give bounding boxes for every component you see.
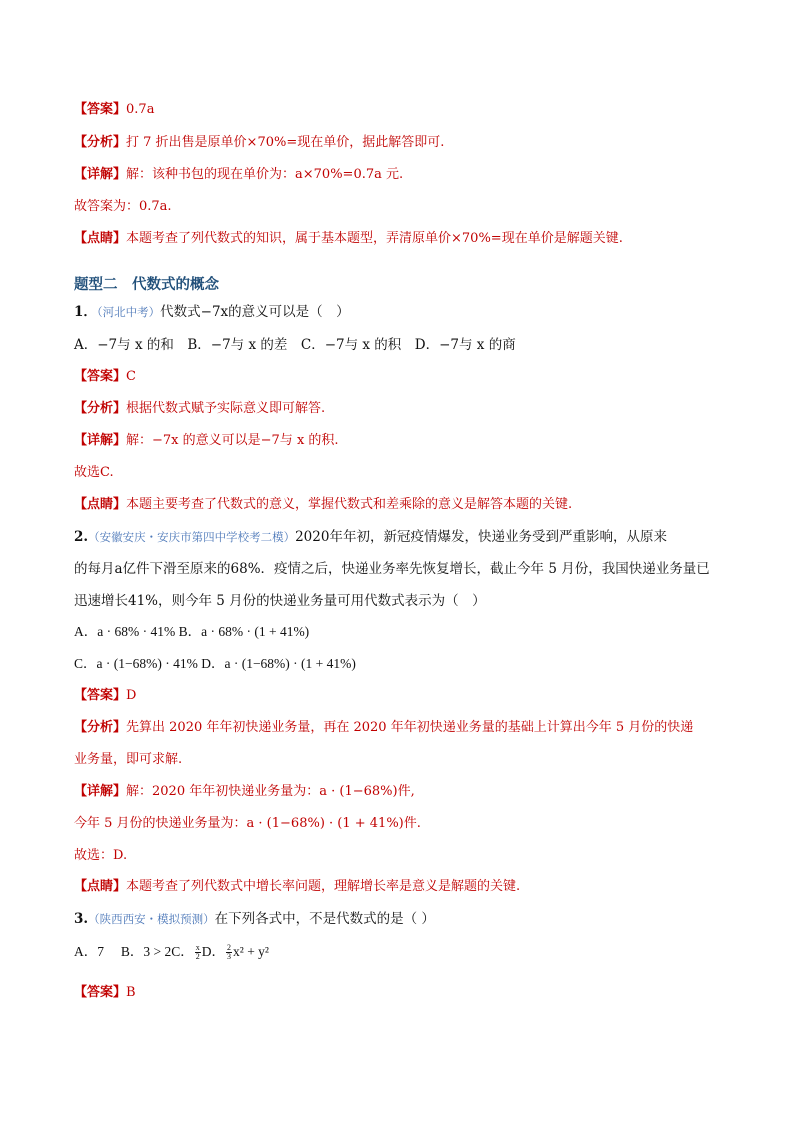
answer-line-0 — [74, 101, 754, 119]
question-3-source: （陕西西安・模拟预测） — [88, 912, 215, 926]
analysis-line-0 — [74, 134, 754, 152]
detail-label: 【详解】 — [74, 167, 127, 182]
question-1-text: 代数式−7x的意义可以是（ ） — [160, 304, 350, 320]
detail-text: 解：2020 年年初快递业务量为：a · (1−68%)件, — [126, 784, 415, 799]
answer-value: D — [126, 688, 137, 703]
question-2-text-1: 2020年年初，新冠疫情爆发，快递业务受到严重影响，从原来 — [295, 529, 667, 545]
comment-text: 本题考查了列代数式中增长率问题，理解增长率是意义是解题的关键. — [126, 879, 521, 894]
option-c-numerator: x — [195, 943, 200, 953]
comment-line-0 — [74, 230, 754, 248]
question-1-source: （河北中考） — [96, 305, 161, 319]
question-3-options — [74, 943, 754, 961]
detail-label: 【详解】 — [74, 433, 127, 448]
answer-label: 【答案】 — [74, 985, 127, 1000]
comment-text: 本题主要考查了代数式的意义，掌握代数式和差乘除的意义是解答本题的关键. — [126, 497, 573, 512]
analysis-label: 【分析】 — [74, 720, 127, 735]
option-a: A．7 — [74, 944, 121, 959]
detail-line-2b: 今年 5 月份的快递业务量为：a · (1−68%) · (1 + 41%)件. — [74, 816, 421, 831]
answer-label: 【答案】 — [74, 688, 127, 703]
analysis-line-2a — [74, 719, 754, 737]
detail-label: 【详解】 — [74, 784, 127, 799]
option-c-label: C． — [171, 944, 194, 959]
comment-line-1 — [74, 496, 754, 514]
question-1-options: A．−7与 x 的和 B．−7与 x 的差 C．−7与 x 的积 D．−7与 x 的商 — [74, 337, 516, 353]
conclusion-line-2: 故选：D. — [74, 848, 128, 863]
answer-line-2 — [74, 687, 754, 705]
option-c-denominator: 2 — [195, 952, 200, 962]
question-2-stem-line-3: 迅速增长41%，则今年 5 月份的快递业务量可用代数式表示为（ ） — [74, 593, 486, 609]
detail-line-0 — [74, 166, 754, 184]
analysis-line-2b: 业务量，即可求解. — [74, 752, 183, 767]
question-2-options-ab: A．a · 68% · 41% B．a · 68% · (1 + 41%) — [74, 624, 310, 639]
comment-label: 【点睛】 — [74, 497, 127, 512]
question-2-source: （安徽安庆・安庆市第四中学校考二模） — [88, 530, 296, 544]
option-d-tail: x² + y² — [233, 944, 269, 959]
answer-value: 0.7a — [126, 102, 155, 117]
answer-label: 【答案】 — [74, 102, 127, 117]
answer-label: 【答案】 — [74, 369, 127, 384]
question-2-stem-line-2: 的每月a亿件下滑至原来的68%．疫情之后，快递业务率先恢复增长，截止今年 5 月份，我国快递业务量已 — [74, 561, 710, 577]
question-2-number: 2. — [74, 529, 89, 545]
comment-text: 本题考查了列代数式的知识，属于基本题型，弄清原单价×70%=现在单价是解题关键. — [126, 231, 623, 246]
question-2-options-cd: C．a · (1−68%) · 41% D．a · (1−68%) · (1 + 41%) — [74, 656, 356, 671]
analysis-line-1 — [74, 400, 754, 418]
option-d-denominator: 3 — [227, 952, 232, 962]
conclusion-line-1: 故选C. — [74, 465, 114, 480]
answer-line-1 — [74, 368, 754, 386]
analysis-label: 【分析】 — [74, 401, 127, 416]
answer-line-3 — [74, 984, 754, 1002]
answer-value: C — [126, 369, 136, 384]
option-d-numerator: 2 — [227, 943, 232, 953]
analysis-text: 先算出 2020 年年初快递业务量，再在 2020 年年初快递业务量的基础上计算出今年 5 月份的快递 — [126, 720, 694, 735]
question-3-number: 3. — [74, 911, 89, 927]
question-3-text: 在下列各式中，不是代数式的是（ ） — [214, 911, 435, 927]
comment-line-2 — [74, 878, 754, 896]
option-d-label: D． — [201, 944, 226, 959]
analysis-label: 【分析】 — [74, 135, 127, 150]
answer-value: B — [126, 985, 136, 1000]
question-3-stem — [74, 910, 754, 928]
question-2-stem-line-1 — [74, 528, 754, 546]
option-c-fraction — [195, 944, 201, 961]
question-1-number: 1． — [74, 304, 97, 320]
question-1-stem — [74, 303, 754, 321]
option-b: B．3 > 2 — [120, 944, 172, 959]
analysis-text: 打 7 折出售是原单价×70%=现在单价，据此解答即可. — [126, 135, 445, 150]
analysis-text: 根据代数式赋予实际意义即可解答. — [126, 401, 326, 416]
comment-label: 【点睛】 — [74, 879, 127, 894]
detail-text: 解：−7x 的意义可以是−7与 x 的积. — [126, 433, 339, 448]
option-d-fraction — [226, 944, 232, 961]
detail-line-1 — [74, 432, 754, 450]
detail-line-2 — [74, 783, 754, 801]
detail-text: 解：该种书包的现在单价为：a×70%=0.7a 元. — [126, 167, 404, 182]
section-title: 题型二 代数式的概念 — [74, 277, 219, 293]
conclusion-line-0: 故答案为：0.7a. — [74, 199, 172, 214]
comment-label: 【点睛】 — [74, 231, 127, 246]
